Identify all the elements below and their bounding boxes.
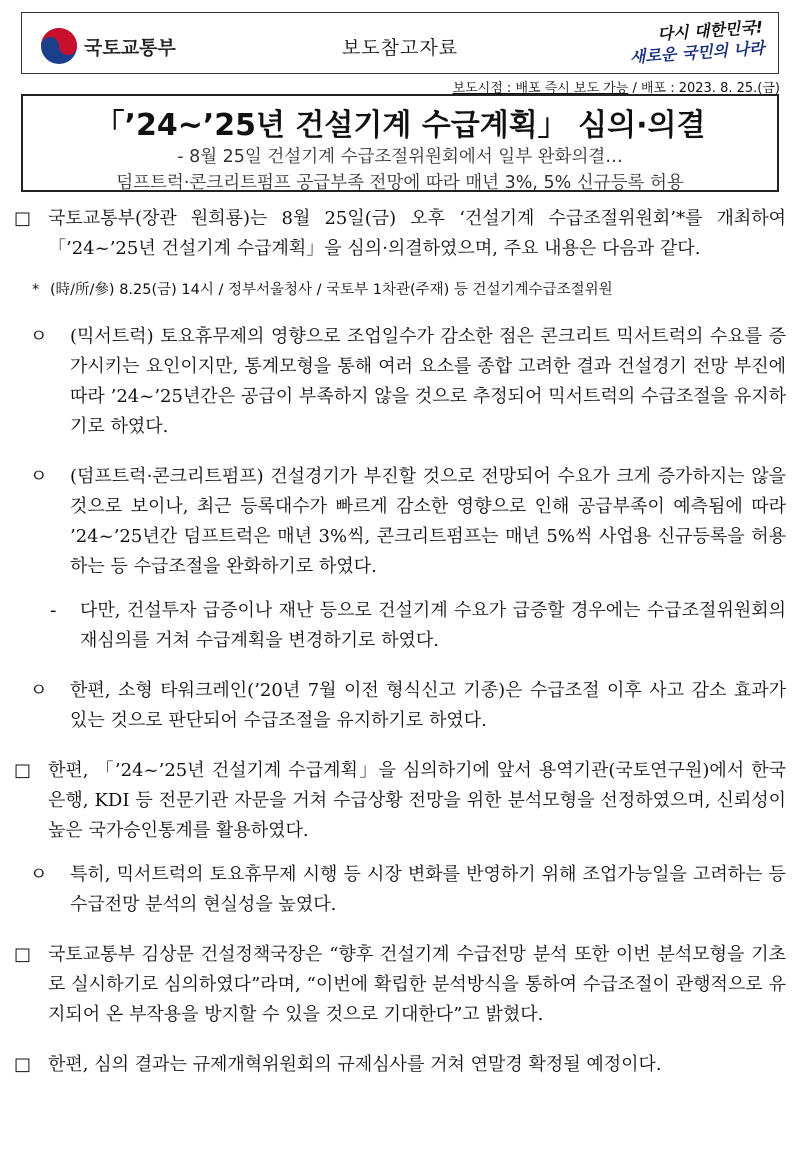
square-bullet: □ [14, 208, 32, 229]
release-timing: 보도시점 : 배포 즉시 보도 가능 [452, 81, 629, 96]
ministry-name: 국토교통부 [84, 36, 176, 59]
release-date: / 배포 : 2023. 8. 25.(금) [632, 81, 780, 96]
paragraph-quote [14, 940, 786, 1030]
footnote [14, 278, 786, 302]
body-content [14, 204, 786, 1080]
paragraph-text: 한편, 「’24~’25년 건설기계 수급계획」을 심의하기에 앞서 용역기관(국토연구원)에서 한국은행, KDI 등 전문기관 자문을 거쳐 수급상황 전망을 위한 분석모형을 선정하였으며, 신뢰성이 높은 국가승인통계를 활용하였다. [48, 760, 786, 841]
paragraph-text: 한편, 심의 결과는 규제개혁위원회의 규제심사를 거쳐 연말경 확정될 예정이다. [48, 1054, 662, 1075]
paragraph-methodology [14, 756, 786, 846]
header-box [21, 12, 779, 74]
paragraph-text: 다만, 건설투자 급증이나 재난 등으로 건설기계 수요가 급증할 경우에는 수급조절위원회의 재심의를 거쳐 수급계획을 변경하기로 하였다. [80, 600, 786, 651]
paragraph-text: 특히, 믹서트럭의 토요휴무제 시행 등 시장 변화를 반영하기 위해 조업가능일을 고려하는 등 수급전망 분석의 현실성을 높였다. [70, 864, 786, 915]
paragraph-1 [14, 204, 786, 264]
paragraph-text: 한편, 소형 타워크레인(’20년 7월 이전 형식신고 기종)은 수급조절 이후 사고 감소 효과가 있는 것으로 판단되어 수급조절을 유지하기로 하였다. [70, 680, 786, 731]
footnote-text: (時/所/參) 8.25(금) 14시 / 정부서울청사 / 국토부 1차관(주재) 등 건설기계수급조절위원 [50, 282, 613, 298]
paragraph-text: (덤프트럭·콘크리트펌프) 건설경기가 부진할 것으로 전망되어 수요가 크게 증가하지는 않을 것으로 보이나, 최근 등록대수가 빠르게 감소한 영향으로 인해 공급부족이 예측됨에 따라 ’24~’25년간 덤프트럭은 매년 3%씩, 콘크리트펌프는 매년 5%씩 사업용 신규등록을 허용하는 등 수급조절을 완화하기로 하였다. [70, 466, 786, 577]
headline: 「’24~’25년 건설기계 수급계획」 심의·의결 [94, 108, 706, 143]
paragraph-text: 국토교통부(장관 원희룡)는 8월 25일(금) 오후 ‘건설기계 수급조절위원회’*를 개최하여 「’24~’25년 건설기계 수급계획」을 심의·의결하였으며, 주요 내용은 다음과 같다. [48, 208, 786, 259]
slogan-line1: 다시 대한민국! [657, 17, 764, 44]
paragraph-text: (믹서트럭) 토요휴무제의 영향으로 조업일수가 감소한 점은 콘크리트 믹서트럭의 수요를 증가시키는 요인이지만, 통계모형을 통해 여러 요소를 종합 고려한 결과 건설경기 전망 부진에 따라 ’24~’25년간은 공급이 부족하지 않을 것으로 추정되어 믹서트럭의 수급조절을 유지하기로 하였다. [70, 326, 786, 437]
paragraph-final [14, 1050, 786, 1080]
paragraph-text: 국토교통부 김상문 건설정책국장은 “향후 건설기계 수급전망 분석 또한 이번 분석모형을 기초로 실시하기로 심의하였다”라며, “이번에 확립한 분석방식을 통하여 수급조절이 관행적으로 유지되어 온 부작용을 방지할 수 있을 것으로 기대한다”고 밝혔다. [48, 944, 786, 1025]
footnote-mark: * [32, 282, 40, 298]
slogan-line2: 새로운 국민의 나라 [629, 38, 766, 67]
circle-bullet: ㅇ [30, 680, 48, 701]
paragraph-dump-truck [14, 462, 786, 582]
square-bullet: □ [14, 1054, 32, 1075]
square-bullet: □ [14, 944, 32, 965]
release-info [370, 77, 780, 95]
circle-bullet: ㅇ [30, 466, 48, 487]
square-bullet: □ [14, 760, 32, 781]
title-box [21, 94, 779, 192]
paragraph-tower-crane [14, 676, 786, 736]
doc-type: 보도참고자료 [341, 37, 459, 59]
circle-bullet: ㅇ [30, 326, 48, 347]
paragraph-realism [14, 860, 786, 920]
paragraph-mixer-truck [14, 322, 786, 442]
subheadline-1: - 8월 25일 건설기계 수급조절위원회에서 일부 완화의결… [177, 147, 623, 167]
circle-bullet: ㅇ [30, 864, 48, 885]
subheadline-2: 덤프트럭·콘크리트펌프 공급부족 전망에 따라 매년 3%, 5% 신규등록 허용 [116, 173, 684, 193]
paragraph-exception [14, 596, 786, 656]
dash-bullet: - [50, 600, 57, 621]
